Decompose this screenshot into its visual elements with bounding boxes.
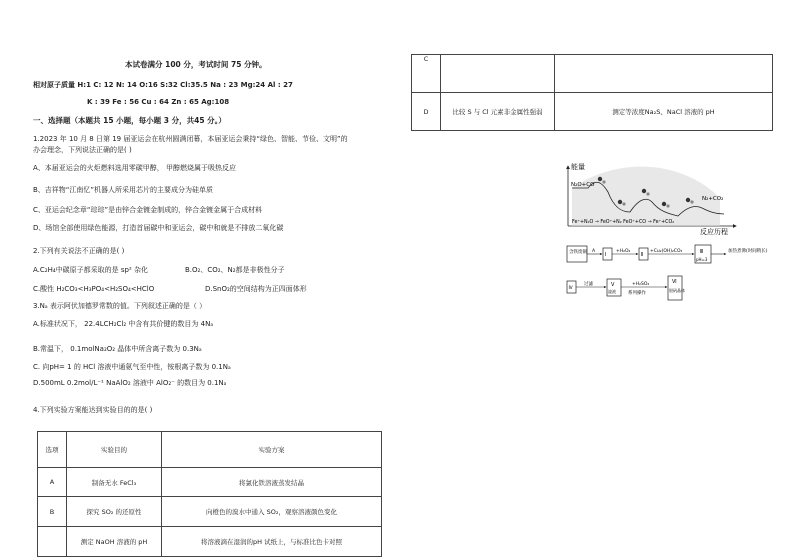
atomic-mass-line-1: 相对原子质量 H:1 C: 12 N: 14 O:16 S:32 Cl:35.5 Na : 23 Mg:24 Al : 27 — [33, 81, 293, 89]
energy-end-label: N₂+CO₂ — [702, 196, 724, 202]
energy-x-label: 反应历程 — [700, 228, 728, 236]
q4-row-c-option — [38, 527, 67, 557]
energy-y-label: 能量 — [571, 163, 585, 171]
table-row — [412, 93, 773, 131]
q4-header-plan: 实验方案 — [162, 432, 382, 468]
q4-row-d-purpose: 比较 S 与 Cl 元素非金属性强弱 — [441, 93, 555, 131]
q3-stem: 3.Nₐ 表示阿伏加德罗常数的值。下列叙述正确的是（ ） — [33, 302, 207, 310]
flow-step-a: A — [592, 249, 596, 254]
q4-row-a-plan: 将氯化铁溶液蒸发结晶 — [162, 468, 382, 497]
flow-box-2-label: Ⅱ — [641, 252, 644, 258]
q4-row-c-purpose-cont — [441, 55, 555, 93]
q2-stem: 2.下列有关说法不正确的是( ) — [33, 247, 125, 255]
q2-option-b: B.O₂、CO₂、N₂都是非极性分子 — [185, 266, 285, 274]
q4-table-continued — [411, 54, 773, 131]
flow-box-3-label: Ⅲ — [700, 249, 704, 255]
q2-option-d: D.SnO₂的空间结构为正四面体形 — [205, 285, 307, 293]
flow-box-5-label: Ⅴ — [611, 282, 615, 288]
q1-option-b: B、吉祥物“江南忆”机器人所采用芯片的主要成分为硅单质 — [33, 186, 214, 194]
table-row — [412, 55, 773, 93]
q4-row-b-plan: 向橙色的溴水中通入 SO₂，观察溶液颜色变化 — [162, 497, 382, 527]
flow-reagent-h2so4: +H₂SO₄ — [632, 282, 650, 287]
flow-reagent-cu: +Cu₂(OH)₂CO₃ — [650, 249, 683, 254]
table-row — [38, 527, 382, 557]
energy-start-label: N₂O+CO — [571, 182, 595, 188]
flow-box-4-label: Ⅳ — [568, 286, 573, 291]
flow-filter-label: 过滤 — [584, 282, 593, 287]
flow-box-3-note: pH=3 — [696, 257, 708, 262]
q4-row-a-purpose: 制备无水 FeCl₃ — [67, 468, 162, 497]
q4-row-b-option: B — [38, 497, 67, 527]
energy-barrier-shading — [572, 167, 720, 226]
q4-row-c-option-cont: C — [412, 55, 441, 93]
q4-row-d-option: D — [412, 93, 441, 131]
energy-diagram — [560, 160, 740, 236]
q1-stem-line-2: 办会理念，下列说法正确的是( ) — [33, 146, 132, 154]
q3-option-b: B.常温下， 0.1molNa₂O₂ 晶体中所含离子数为 0.3Nₐ — [33, 345, 202, 353]
q4-row-b-purpose: 探究 SO₂ 的还原性 — [67, 497, 162, 527]
q3-option-c: C. 向pH= 1 的 HCl 溶液中通氨气至中性，铵根离子数为 0.1Nₐ — [33, 363, 231, 371]
energy-bottom-label: Fe⁺+N₂O → FeO⁺+N₂ FeO⁺+CO → Fe⁺+CO₂ — [572, 220, 675, 225]
q3-option-a: A.标准状况下， 22.4LCH₂Cl₂ 中含有共价键的数目为 4Nₐ — [33, 320, 214, 328]
q4-header-purpose: 实验目的 — [67, 432, 162, 468]
q4-row-a-option: A — [38, 468, 67, 497]
flow-reagent-h2o2: +H₂O₂ — [616, 249, 631, 254]
process-flowchart — [566, 243, 786, 303]
flow-crystal-label: 胆矾晶体 — [669, 288, 685, 293]
q4-row-c-plan-cont — [555, 55, 773, 93]
table-row — [38, 468, 382, 497]
q1-option-c: C、亚运会纪念章“琮琮”是由锌合金镀金制成的，锌合金镀金属于合成材料 — [33, 206, 263, 214]
flow-heat-note: 加热煮沸(时间稍长) — [728, 249, 768, 254]
q2-option-a: A.C₂H₄中碳原子都采取的是 sp² 杂化 — [33, 266, 149, 274]
score-line: 本试卷满分 100 分，考试时间 75 分钟。 — [125, 60, 267, 69]
flow-series-op: 系列操作 — [628, 291, 646, 296]
flow-box-1-label: Ⅰ — [605, 252, 607, 258]
q4-row-c-plan: 将溶液滴在湿润的pH 试纸上，与标准比色卡对照 — [162, 527, 382, 557]
table-row — [38, 497, 382, 527]
q4-row-d-plan: 测定等浓度Na₂S、NaCl 溶液的 pH — [555, 93, 773, 131]
q4-stem: 4.下列实验方案能达到实验目的的是( ) — [33, 406, 153, 414]
q1-option-a: A、本届亚运会的火炬燃料选用零碳甲醇， 甲醇燃烧属于吸热反应 — [33, 164, 237, 172]
q1-stem-line-1: 1.2023 年 10 月 8 日第 19 届亚运会在杭州圆满闭幕，本届亚运会秉持“绿色、智能、节俭、文明”的 — [33, 135, 348, 143]
q4-header-option: 选项 — [38, 432, 67, 468]
flow-filtrate-label: 滤液 — [608, 289, 616, 294]
q2-option-c: C.酸性 H₂CO₃<H₃PO₄<H₂SO₄<HClO — [33, 285, 155, 293]
section-title: 一、选择题（本题共 15 小题，每小题 3 分，共45 分。） — [33, 116, 226, 125]
q4-table — [37, 431, 382, 557]
q1-option-d: D、场馆全部使用绿色能源，打造首届碳中和亚运会，碳中和就是不排放二氧化碳 — [33, 224, 284, 232]
q4-row-c-purpose: 测定 NaOH 溶液的 pH — [67, 527, 162, 557]
flow-box-6-label: Ⅵ — [672, 279, 677, 285]
q3-option-d: D.500mL 0.2mol/L⁻¹ NaAlO₂ 溶液中 AlO₂⁻ 的数目为 0.1Nₐ — [33, 379, 227, 387]
atomic-mass-line-2: K : 39 Fe : 56 Cu : 64 Zn : 65 Ag:108 — [87, 98, 230, 106]
flow-box-raw-label: 含铁废铜 — [569, 250, 587, 255]
q4-table-header-row — [38, 432, 382, 468]
